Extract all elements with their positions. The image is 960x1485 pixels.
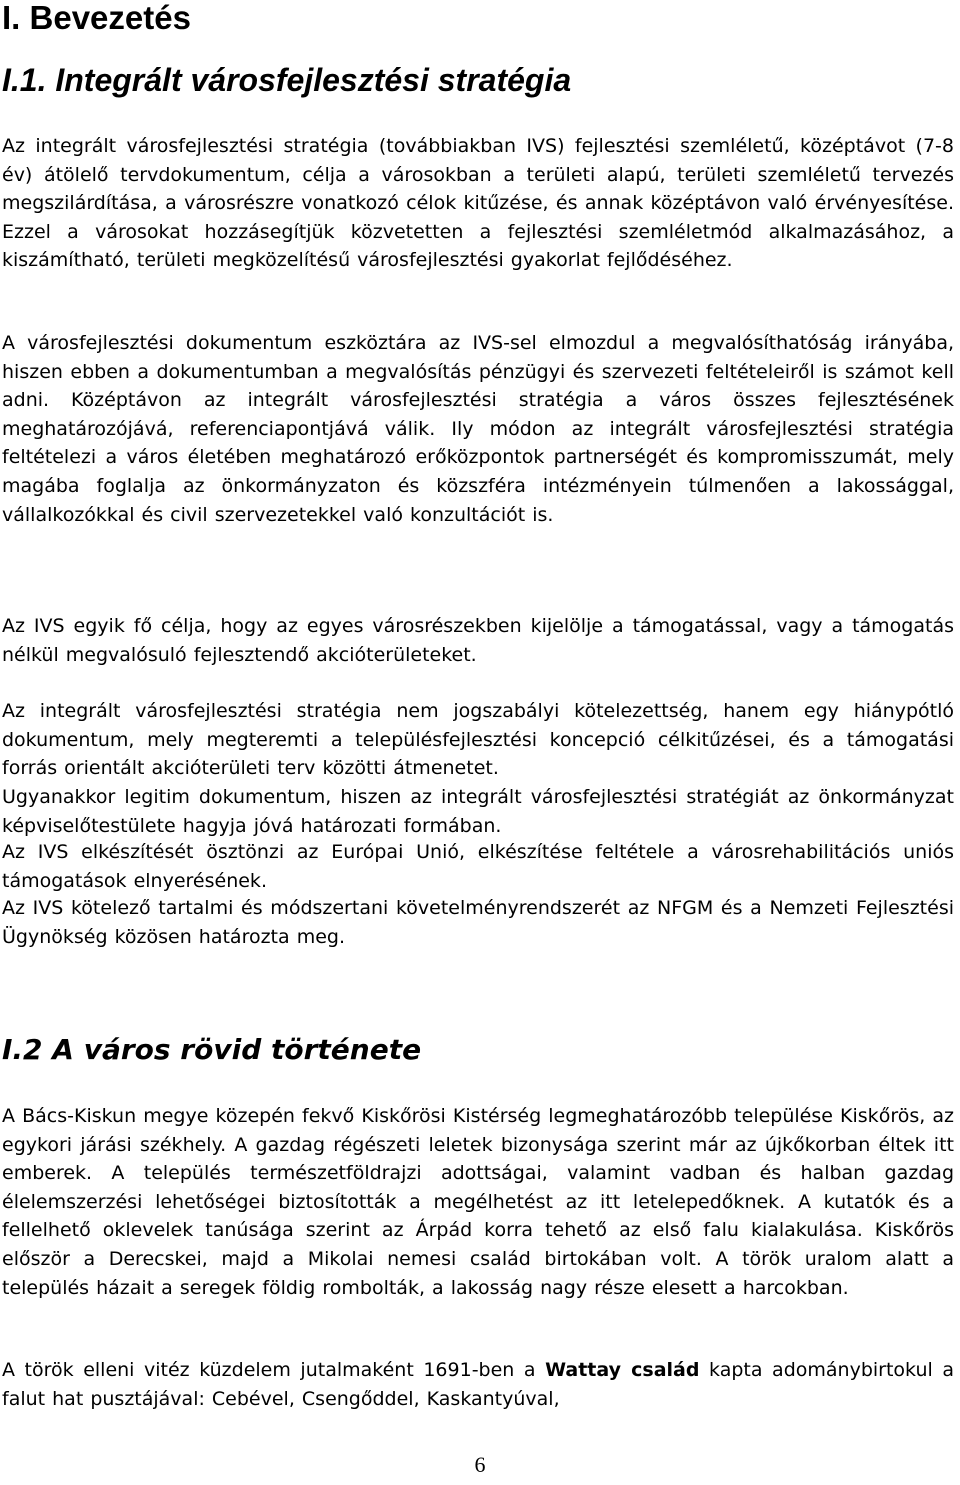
section-heading-1-2: I.2 A város rövid története <box>2 1033 422 1066</box>
paragraph-ivs-toolkit: A városfejlesztési dokumentum eszköztára az IVS-sel elmozdul a megvalósíthatóság irányába, hiszen ebben a dokumentumban a megvalósítás pénzügyi és szervezeti feltételeiről is számot kell adni. Középtávon az integrált városfejlesztési stratégia a város összes fejlesztésének meghatározójává, referenciapontjává válik. Ily módon az integrált városfejlesztési stratégia feltételezi a város életében meghatározó erőközpontok partnerségét és kompromisszumát, mely magába foglalja az önkormányzaton és közszféra intézményein túlmenően a lakossággal, vállalkozókkal és civil szervezetekkel való konzultációt is. <box>2 332 954 526</box>
paragraph-town-history: A Bács-Kiskun megye közepén fekvő Kiskőrösi Kistérség legmeghatározóbb települése Kiskőrös, az egykori járási székhely. A gazdag régészeti leletek bizonysága szerint már az újkőkorban éltek itt emberek. A település természetföldrajzi adottságai, valamint vadban és halban gazdag élelemszerzési lehetőségei biztosították a megélhetést az itt letelepedőknek. A kutatók és a fellelhető oklevelek tanúsága szerint az Árpád korra tehető az első falu kialakulása. Kiskőrös először a Derecskei, majd a Mikolai nemesi család birtokában volt. A török uralom alatt a település házait a seregek földig rombolták, a lakosság nagy része elesett a harcokban. <box>2 1105 954 1299</box>
paragraph-ivs-legitimate: Ugyanakkor legitim dokumentum, hiszen az integrált városfejlesztési stratégiát az önkormányzat képviselőtestülete hagyja jóvá határozati formában. <box>2 786 954 837</box>
section-heading-1-1: I.1. Integrált városfejlesztési stratégia <box>2 62 572 98</box>
wattay-family-bold: Wattay család <box>545 1359 700 1381</box>
paragraph-ivs-requirements: Az IVS kötelező tartalmi és módszertani követelményrendszerét az NFGM és a Nemzeti Fejlesztési Ügynökség közösen határozta meg. <box>2 897 954 948</box>
paragraph-text-before: A török elleni vitéz küzdelem jutalmaként 1691-ben a <box>2 1359 546 1381</box>
paragraph-ivs-eu: Az IVS elkészítését ösztönzi az Európai Unió, elkészítése feltétele a városrehabilitációs uniós támogatások elnyerésének. <box>2 841 954 892</box>
paragraph-ivs-not-mandatory: Az integrált városfejlesztési stratégia nem jogszabályi kötelezettség, hanem egy hiánypótló dokumentum, mely megteremti a településfejlesztési koncepció célkitűzései, és a támogatási forrás orientált akcióterületi terv közötti átmenetet. <box>2 700 954 780</box>
chapter-heading: I. Bevezetés <box>2 0 191 36</box>
paragraph-ivs-goal: Az IVS egyik fő célja, hogy az egyes városrészekben kijelölje a támogatással, vagy a támogatás nélkül megvalósuló fejlesztendő akcióterületeket. <box>2 615 954 666</box>
paragraph-text-after: kapta adománybirtokul a falut hat pusztájával: Cebével, Csengőddel, Kaskantyúval, <box>2 1359 954 1410</box>
paragraph-wattay-family <box>2 1356 954 1413</box>
paragraph-ivs-definition: Az integrált városfejlesztési stratégia (továbbiakban IVS) fejlesztési szemléletű, középtávot (7-8 év) átölelő tervdokumentum, célja a városokban a területi alapú, területi szemléletű tervezés megszilárdítása, a városrészre vonatkozó célok kitűzése, és annak középtávon való érvényesítése. Ezzel a városokat hozzásegítjük közvetetten a fejlesztési szemléletmód alkalmazásához, a kiszámítható, területi megközelítésű városfejlesztési gyakorlat fejlődéséhez. <box>2 135 954 272</box>
page-number: 6 <box>474 1452 486 1477</box>
